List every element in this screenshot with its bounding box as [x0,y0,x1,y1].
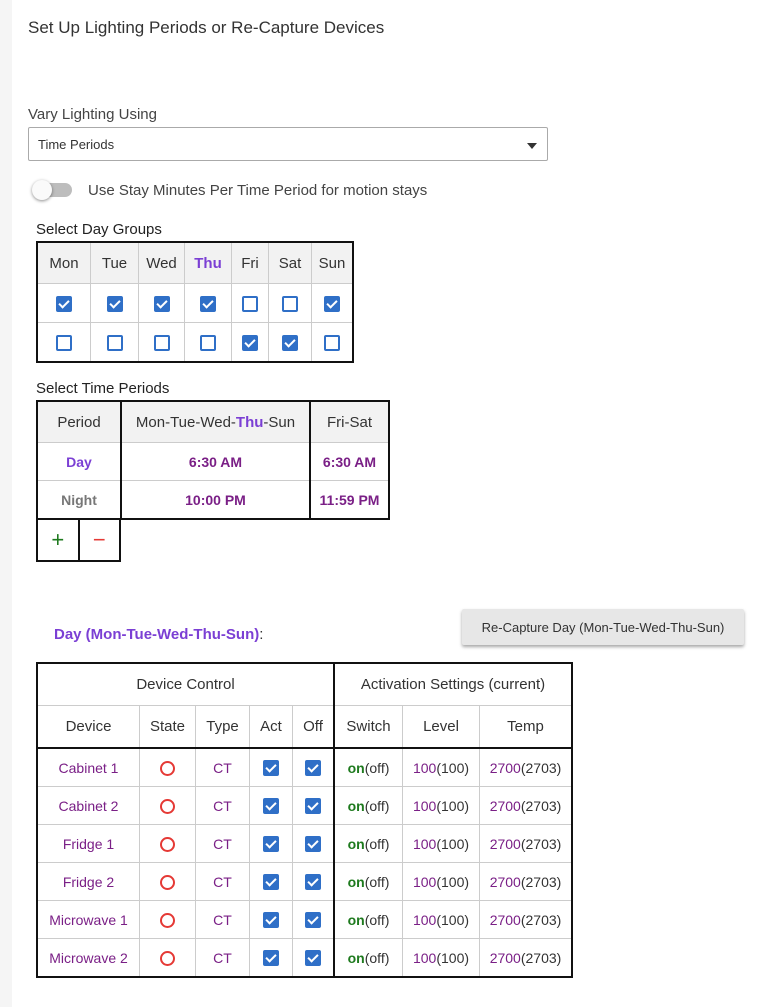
off-checkbox[interactable] [305,874,321,890]
add-period-button[interactable]: + [38,519,80,560]
state-off-icon [160,761,175,776]
state-cell [140,825,196,863]
act-cell [250,825,293,863]
level-current: (100) [436,797,470,814]
day-group-checkbox-sat-1[interactable] [282,296,298,312]
act-cell [250,863,293,901]
period-name-night[interactable]: Night [37,481,121,520]
device-name[interactable]: Microwave 1 [37,901,140,939]
group1-label-b: -Sun [263,413,296,431]
activation-settings-group-header: Activation Settings (current) [334,663,572,706]
state-off-icon [160,913,175,928]
day-section-suffix: : [259,626,264,643]
switch-cell[interactable] [334,787,403,825]
day-groups-header-row [37,242,353,284]
day-header-mon: Mon [37,242,91,284]
col-device: Device [37,706,140,749]
time-periods-table [36,400,390,520]
level-setting: 100 [412,759,437,776]
device-row [37,939,572,978]
switch-current: (off) [364,873,390,890]
off-cell [293,901,335,939]
act-checkbox[interactable] [263,874,279,890]
day-group-checkbox-wed-2[interactable] [154,335,170,351]
vary-lighting-select[interactable] [28,127,548,161]
day-group-cell [37,284,91,323]
group1-col-header [121,401,310,443]
temp-current: (2703) [520,873,562,890]
device-col-header-row [37,706,572,749]
device-rows [37,748,572,977]
day-groups-heading: Select Day Groups [36,221,162,238]
day-group-cell [185,284,232,323]
device-type: CT [196,939,250,978]
col-act: Act [250,706,293,749]
level-setting: 100 [412,797,437,814]
switch-setting: on [347,835,365,852]
device-group-header-row [37,663,572,706]
level-setting: 100 [412,949,437,966]
device-type: CT [196,748,250,787]
day-group-row-2 [37,323,353,363]
day-group-checkbox-fri-1[interactable] [242,296,258,312]
state-off-icon [160,951,175,966]
chevron-down-icon [527,143,537,149]
switch-current: (off) [364,797,390,814]
state-cell [140,748,196,787]
time-periods-heading: Select Time Periods [36,380,170,397]
device-type: CT [196,825,250,863]
group1-label-thu: Thu [235,413,264,431]
off-checkbox[interactable] [305,836,321,852]
switch-setting: on [347,759,365,776]
level-current: (100) [436,835,470,852]
state-off-icon [160,837,175,852]
day-header-fri: Fri [232,242,269,284]
level-cell[interactable] [403,863,480,901]
col-level: Level [403,706,480,749]
level-cell[interactable] [403,787,480,825]
day-group-cell [312,323,354,363]
temp-current: (2703) [520,759,562,776]
device-name[interactable]: Fridge 2 [37,863,140,901]
period-night-time-group1[interactable]: 10:00 PM [121,481,310,520]
day-group-cell [37,323,91,363]
switch-setting: on [347,797,365,814]
switch-cell[interactable] [334,748,403,787]
switch-current: (off) [364,759,390,776]
device-name[interactable]: Fridge 1 [37,825,140,863]
temp-current: (2703) [520,835,562,852]
vary-lighting-label: Vary Lighting Using [28,106,157,123]
state-cell [140,863,196,901]
period-col-header: Period [37,401,121,443]
act-checkbox[interactable] [263,912,279,928]
device-type: CT [196,901,250,939]
device-type: CT [196,863,250,901]
level-setting: 100 [412,873,437,890]
day-group-cell [232,323,269,363]
day-group-cell [139,284,185,323]
level-setting: 100 [412,835,437,852]
stay-minutes-toggle[interactable] [34,183,72,197]
temp-setting: 2700 [489,949,521,966]
device-row [37,787,572,825]
vary-lighting-value: Time Periods [38,137,115,152]
day-section-title: Day (Mon-Tue-Wed-Thu-Sun) [54,626,260,643]
off-checkbox[interactable] [305,760,321,776]
switch-current: (off) [364,835,390,852]
day-group-cell [312,284,354,323]
temp-current: (2703) [520,949,562,966]
day-group-cell [91,284,139,323]
temp-setting: 2700 [489,759,521,776]
page-title: Set Up Lighting Periods or Re-Capture Devices [28,18,385,37]
day-header-wed: Wed [139,242,185,284]
switch-setting: on [347,949,365,966]
off-cell [293,825,335,863]
period-day-time-group1[interactable]: 6:30 AM [121,443,310,481]
state-cell [140,939,196,978]
col-temp: Temp [480,706,573,749]
temp-cell[interactable] [480,748,573,787]
level-cell[interactable] [403,748,480,787]
left-sidebar-strip [0,0,12,1007]
temp-setting: 2700 [489,911,521,928]
act-checkbox[interactable] [263,950,279,966]
col-state: State [140,706,196,749]
day-group-cell [269,323,312,363]
state-cell [140,901,196,939]
act-cell [250,787,293,825]
switch-setting: on [347,873,365,890]
day-group-checkbox-sun-2[interactable] [324,335,340,351]
day-group-cell [269,284,312,323]
switch-cell[interactable] [334,863,403,901]
level-cell[interactable] [403,825,480,863]
day-group-checkbox-thu-2[interactable] [200,335,216,351]
device-type: CT [196,787,250,825]
day-header-sun: Sun [312,242,354,284]
period-add-remove-controls [36,519,121,562]
col-type: Type [196,706,250,749]
day-group-cell [139,323,185,363]
period-day-time-group2[interactable]: 6:30 AM [310,443,389,481]
level-cell[interactable] [403,939,480,978]
level-current: (100) [436,873,470,890]
temp-setting: 2700 [489,797,521,814]
day-group-cell [232,284,269,323]
day-header-tue: Tue [91,242,139,284]
temp-cell[interactable] [480,863,573,901]
group1-label-a: Mon-Tue-Wed- [135,413,236,431]
toggle-knob [32,180,52,200]
temp-cell[interactable] [480,901,573,939]
off-checkbox[interactable] [305,912,321,928]
off-cell [293,863,335,901]
day-group-cell [185,323,232,363]
switch-setting: on [347,911,365,928]
switch-cell[interactable] [334,939,403,978]
day-header-thu: Thu [185,242,232,284]
day-group-cell [91,323,139,363]
device-row [37,863,572,901]
day-group-checkbox-mon-2[interactable] [56,335,72,351]
device-row [37,825,572,863]
act-checkbox[interactable] [263,798,279,814]
device-table [36,662,573,978]
act-cell [250,939,293,978]
act-cell [250,748,293,787]
period-row-day [37,443,389,481]
temp-setting: 2700 [489,873,521,890]
device-name[interactable]: Cabinet 2 [37,787,140,825]
off-checkbox[interactable] [305,950,321,966]
device-name[interactable]: Cabinet 1 [37,748,140,787]
temp-cell[interactable] [480,939,573,978]
act-cell [250,901,293,939]
day-groups-table [36,241,354,363]
level-current: (100) [436,949,470,966]
day-header-sat: Sat [269,242,312,284]
day-group-row-1 [37,284,353,323]
group2-col-header: Fri-Sat [310,401,389,443]
state-off-icon [160,875,175,890]
level-cell[interactable] [403,901,480,939]
switch-cell[interactable] [334,825,403,863]
switch-cell[interactable] [334,901,403,939]
col-switch: Switch [334,706,403,749]
stay-minutes-label: Use Stay Minutes Per Time Period for motion stays [88,182,428,199]
state-cell [140,787,196,825]
day-group-checkbox-tue-1[interactable] [107,296,123,312]
device-name[interactable]: Microwave 2 [37,939,140,978]
day-section-heading [54,626,263,643]
temp-setting: 2700 [489,835,521,852]
period-night-time-group2[interactable]: 11:59 PM [310,481,389,520]
act-checkbox[interactable] [263,836,279,852]
recapture-day-button[interactable]: Re-Capture Day (Mon-Tue-Wed-Thu-Sun) [462,609,744,645]
off-cell [293,787,335,825]
temp-cell[interactable] [480,787,573,825]
day-group-checkbox-wed-1[interactable] [154,296,170,312]
switch-current: (off) [364,911,390,928]
temp-current: (2703) [520,797,562,814]
period-name-day[interactable]: Day [37,443,121,481]
temp-current: (2703) [520,911,562,928]
temp-cell[interactable] [480,825,573,863]
day-group-checkbox-thu-1[interactable] [200,296,216,312]
day-group-checkbox-sun-1[interactable] [324,296,340,312]
state-off-icon [160,799,175,814]
level-setting: 100 [412,911,437,928]
off-cell [293,748,335,787]
periods-header-row [37,401,389,443]
level-current: (100) [436,759,470,776]
level-current: (100) [436,911,470,928]
device-row [37,748,572,787]
day-group-checkbox-tue-2[interactable] [107,335,123,351]
remove-period-button[interactable]: − [92,526,106,552]
off-cell [293,939,335,978]
switch-current: (off) [364,949,390,966]
day-group-checkbox-fri-2[interactable] [242,335,258,351]
act-checkbox[interactable] [263,760,279,776]
off-checkbox[interactable] [305,798,321,814]
period-row-night [37,481,389,520]
device-control-group-header: Device Control [37,663,334,706]
day-group-checkbox-mon-1[interactable] [56,296,72,312]
device-row [37,901,572,939]
day-group-checkbox-sat-2[interactable] [282,335,298,351]
col-off: Off [293,706,335,749]
